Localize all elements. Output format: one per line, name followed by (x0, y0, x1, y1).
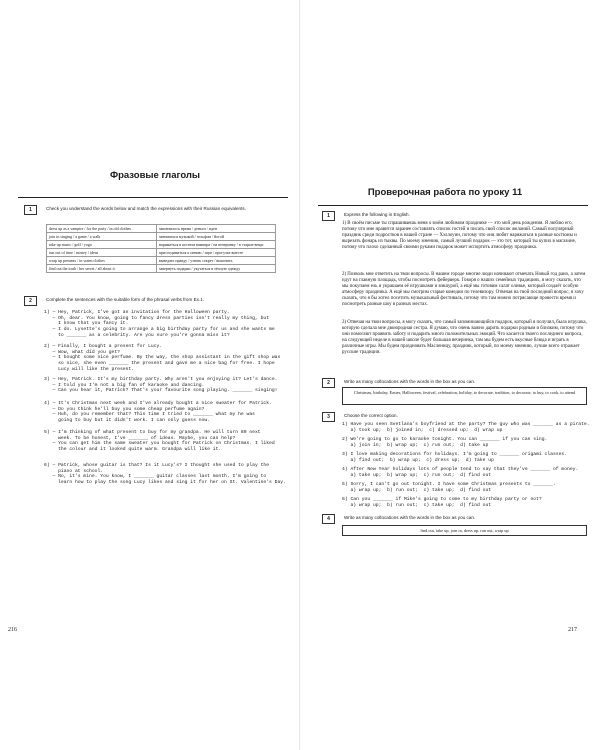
table-cell: закончилось время / деньги / идеи (156, 225, 275, 233)
table-cell: join in singing / a game / a walk (47, 233, 157, 241)
rex1-number-box: 1 (322, 211, 335, 221)
table-cell: заниматься музыкой / гольфом / йогой (156, 233, 275, 241)
right-page (300, 0, 600, 750)
table-cell: run out of time / money / ideas (47, 249, 157, 257)
rex2-number-box: 2 (322, 378, 335, 388)
page-number-right: 217 (568, 627, 577, 633)
dialogue-2: 2) — Finally, I bought a present for Lucy. — Wow, what did you get? — I bought some nice perfume. By the way, the shop assistant in the gift shop was so nice, she even _______ the present and gave me a nice bag for free. I hope Lucy will like the present. (44, 344, 281, 372)
page-number-left: 216 (8, 627, 17, 633)
table-row (47, 233, 276, 241)
rex1-item-3: 3) Отвечая на твои вопросы, я могу сказать, что самый запоминающийся подарок, который я получил, была игрушка, которую сделала мне двоюродная сестра. Я думаю, что очень важно дарить подарки родным и близким, потому что они помогают проявить заботу и подарить много положительных эмоций. Что касается твоего последнего вопроса, на следующей неделе в нашей школе будет большая вечеринка, там мы будем есть вкусные блюда и играть в различные игры. Мы будем праздновать Масленицу, праздник, который, по моему мнению, лучше всего отражает русские традиции. (342, 320, 587, 355)
table-row (47, 225, 276, 233)
ex2-instruction: Complete the sentences with the suitable form of the phrasal verbs from Ex.1. (46, 297, 205, 302)
rex1-item-1: 1) В своём письме ты спрашиваешь меня о моём любимом празднике — это мой день рождения. Я люблю его, потому что мне нравится заранее составлять список гостей и писать свой список желаний. Самый популярный праздник среди подростков в нашей стране — Хэллоуин, потому что они любят наряжаться в разные костюмы и вырезать фонарь из тыквы. По моему мнению, самый лучший подарок — это тот, который ты купил в магазине, потому что плохо сделанный своими руками подарок может испортить атмосферу праздника. (342, 221, 577, 250)
ex1-number-box: 1 (24, 205, 37, 215)
rex4-word-box: find out, take up, join in, dress up, run out, wrap up (342, 525, 587, 536)
table-cell: take up music / golf / yoga (47, 241, 157, 249)
rex3-number-box: 3 (322, 412, 335, 422)
right-title-rule (318, 205, 588, 206)
rex2-instruction: Write as many collocations with the words in the box as you can. (344, 379, 476, 384)
rex3-item-6: 6) Can you _______ if Mike's going to come to my birthday party or not? a) wrap up; b) run out; c) take up; d) find out (342, 497, 542, 508)
rex1-instruction: Express the following in English. (344, 212, 410, 217)
rex3-item-2: 2) We're going to go to karaoke tonight. You can _______ if you can sing. a) join in; b) wrap up; c) run out; d) take up (342, 437, 548, 448)
dialogue-1: 1) — Hey, Patrick, I've got an invitation for the Halloween party. — Oh, dear. You know, going to fancy dress parties isn't really my thing, but I know that you fancy it. — I do. Lysette's going to arrange a big birthday party for us and she wants me to _______ as a celebrity. Are you sure you're gonna miss it? (44, 310, 275, 338)
rex4-instruction: Write as many collocations with the words in the box as you can. (344, 515, 476, 520)
rex4-number-box: 4 (322, 514, 335, 524)
dialogue-4: 4) — It's Christmas next week and I've already bought a nice sweater for Patrick. — Do you think he'll buy you some cheap perfume again? — Huh, do you remember that? This time I tried to _______ what my he was going to buy but it didn't work. I can only guess now. (44, 401, 272, 424)
ex2-number-box: 2 (24, 296, 37, 306)
table-row (47, 249, 276, 257)
table-cell: наряжаться в костюм вампира / на вечеринку / в старые вещи (156, 241, 275, 249)
ex1-instruction: Check you understand the words below and match the expressions with their Russian equivalents. (46, 206, 246, 211)
table-cell: завернуть подарки / укутаться в тёплую одежду (156, 265, 275, 273)
rex3-item-4: 4) After New Year holidays lots of people tend to say that they've _______ of money. a) take up; b) wrap up; c) run out; d) find out (342, 467, 579, 478)
table-row (47, 241, 276, 249)
table-cell: присоединиться к пению / игре / прогулке вместе (156, 249, 275, 257)
left-page-title: Фразовые глаголы (109, 170, 201, 181)
rex3-instruction: Choose the correct option. (344, 413, 398, 418)
table-row (47, 265, 276, 273)
dialogue-6: 6) — Patrick, whose guitar is that? Is it Lucy's? I thought she used to play the piano at school. — No, it's mine. You know, I _______ guitar classes last month. I'm going to learn how to play the song Lucy likes and sing it for her on St. Valentine's Day. (44, 463, 286, 486)
rex3-item-3: 3) I love making decorations for holidays. I'm going to _______ origami classes. a) find out; b) wrap up; c) dress up; d) take up (342, 452, 568, 463)
dialogue-5: 5) — I'm thinking of what present to buy for my grandpa. He will turn 80 next week. To be honest, I've _______ of ideas. Maybe, you can help? — You can get him the same sweater you bought for Patrick on Christmas. I liked the colour and it looked quite warm. Grandpa will like it. (44, 430, 275, 453)
rex3-item-1: 1) Have you seen Svetlana's boyfriend at the party? The guy who was _______ as a pirate. a) took up; b) joined in; c) dressed up; d) wrap up (342, 422, 590, 433)
rex1-item-2: 2) Позволь мне ответить на твои вопросы. В нашем городе многие люди начинают отмечать Новый год рано, а затем идут на главную площадь, чтобы посмотреть фейерверк. Говоря о наших семейных традициях, я могу сказать, что мы покупаем ель и украшаем её игрушками и мишурой, а ещё мы готовим салат оливье, который создаёт особую атмосферу праздника. А ещё мы смотрим старые комедии по телевизору. Отвечая на твой последний вопрос, я хочу сказать, что я бы хотел посетить музыкальный фестиваль, потому что там можно потрясающе провести время и посмотреть разные шоу в разных местах. (342, 272, 586, 307)
table-cell: выведать правду / узнать секрет / выяснить (156, 257, 275, 265)
table-row (47, 257, 276, 265)
dialogue-3: 3) — Hey, Patrick. It's my birthday party. Why aren't you enjoying it? Let's dance. — I told you I'm not a big fan of karaoke and dancing. — Can you hear it, Patrick? That's your favourite song playing. _______ singing! (44, 377, 278, 394)
table-cell: wrap up presents / in warm clothes (47, 257, 157, 265)
left-title-rule (18, 197, 288, 198)
table-cell: find out the truth / her secret / all about it (47, 265, 157, 273)
rex2-word-box: Christmas, birthday, Easter, Halloween, festival, celebration, holiday, to decorate, tradition, to decorate, to buy, to cook, to attend (342, 387, 587, 405)
vocab-table (46, 224, 276, 273)
table-cell: dress up as a vampire / for the party / in old clothes (47, 225, 157, 233)
right-page-title: Проверочная работа по уроку 11 (367, 187, 523, 198)
rex3-item-5: 5) Sorry, I can't go out tonight. I have some Christmas presents to _______. a) wrap up; b) run out; c) take up; d) find out (342, 482, 556, 493)
